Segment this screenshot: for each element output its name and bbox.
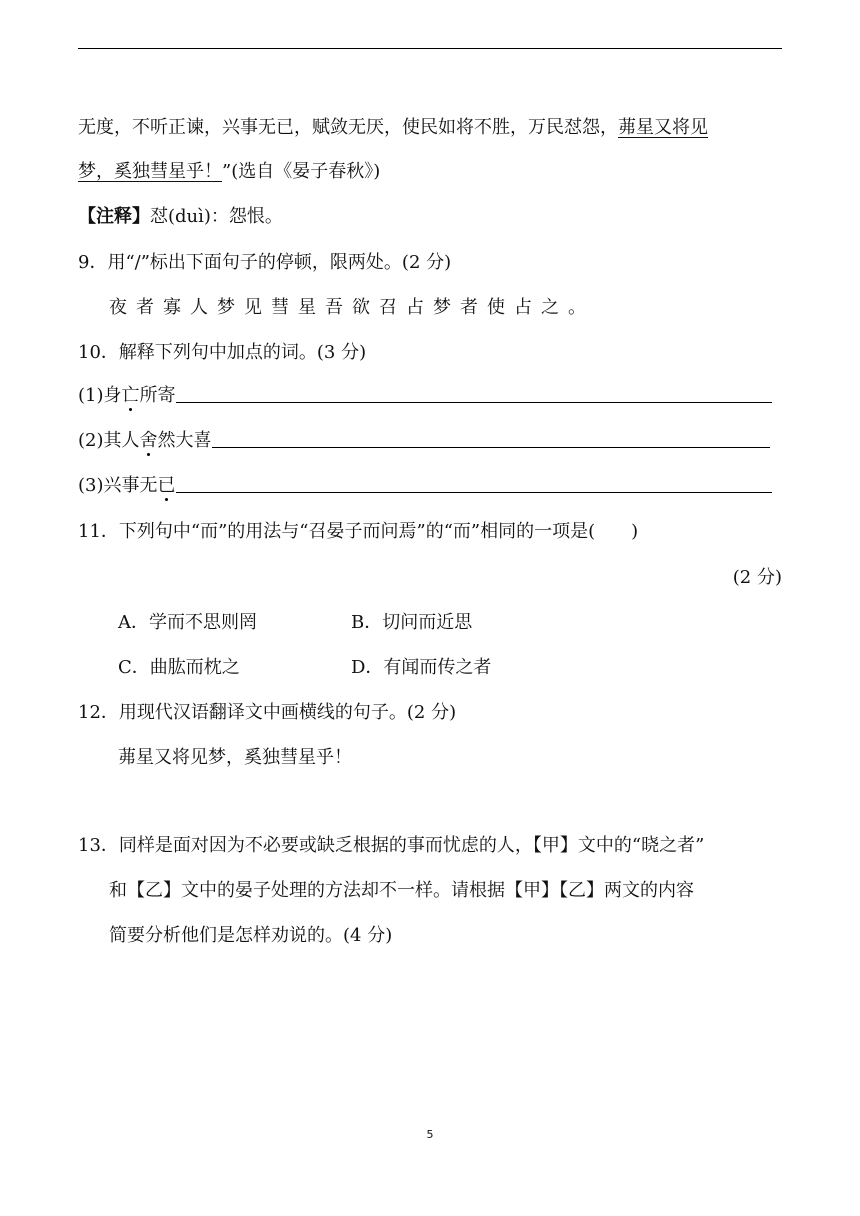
passage-text: 无度，不听正谏，兴事无已，赋敛无厌，使民如将不胜，万民怼怨，	[78, 117, 618, 138]
item-text: (3)兴事无	[78, 475, 158, 496]
q11-score: (2 分)	[732, 567, 782, 588]
dotted-word: 舍	[139, 430, 158, 451]
dotted-word: 已	[157, 475, 176, 496]
q10-stem: 10．解释下列句中加点的词。(3 分)	[78, 342, 367, 363]
q11-option-c: C．曲肱而枕之	[118, 657, 240, 678]
q11-stem: 11．下列句中“而”的用法与“召晏子而问焉”的“而”相同的一项是( )	[78, 521, 639, 542]
underlined-sentence: 梦，奚独彗星乎！	[78, 161, 222, 182]
dotted-word: 亡	[121, 385, 140, 406]
q9-sentence: 夜者寡人梦见彗星吾欲召占梦者使占之。	[109, 297, 595, 318]
item-text: 所寄	[139, 385, 176, 406]
answer-blank[interactable]	[212, 429, 770, 448]
annotation-label: 【注释】	[78, 206, 150, 227]
q13-line-3: 简要分析他们是怎样劝说的。(4 分)	[109, 925, 393, 946]
underlined-sentence: 茀星又将见	[618, 117, 708, 138]
q13-line-1: 13．同样是面对因为不必要或缺乏根据的事而忧虑的人，【甲】文中的“晓之者”	[78, 835, 705, 856]
q11-option-a: A．学而不思则罔	[118, 612, 257, 633]
passage-line-1	[78, 116, 708, 140]
q10-item-1	[78, 384, 772, 408]
q12-sentence: 茀星又将见梦，奚独彗星乎！	[118, 747, 352, 768]
q9-stem: 9．用“/”标出下面句子的停顿，限两处。(2 分)	[78, 252, 452, 273]
item-text: 然大喜	[157, 430, 212, 451]
q11-option-b: B．切问而近思	[351, 612, 473, 633]
q12-stem: 12．用现代汉语翻译文中画横线的句子。(2 分)	[78, 702, 457, 723]
answer-blank[interactable]	[176, 474, 772, 493]
source-citation: ”(选自《晏子春秋》)	[222, 161, 381, 182]
q10-item-3	[78, 474, 772, 498]
q13-line-2: 和【乙】文中的晏子处理的方法却不一样。请根据【甲】【乙】两文的内容	[109, 880, 694, 901]
q11-option-d: D．有闻而传之者	[351, 657, 492, 678]
annotation-text: 怼(duì)：怨恨。	[150, 206, 283, 227]
answer-blank[interactable]	[176, 384, 772, 403]
passage-line-2	[78, 160, 380, 184]
item-text: (1)身	[78, 385, 122, 406]
annotation	[78, 205, 283, 229]
header-rule	[78, 48, 782, 49]
q10-item-2	[78, 429, 770, 453]
item-text: (2)其人	[78, 430, 140, 451]
page-number: 5	[426, 1128, 434, 1141]
